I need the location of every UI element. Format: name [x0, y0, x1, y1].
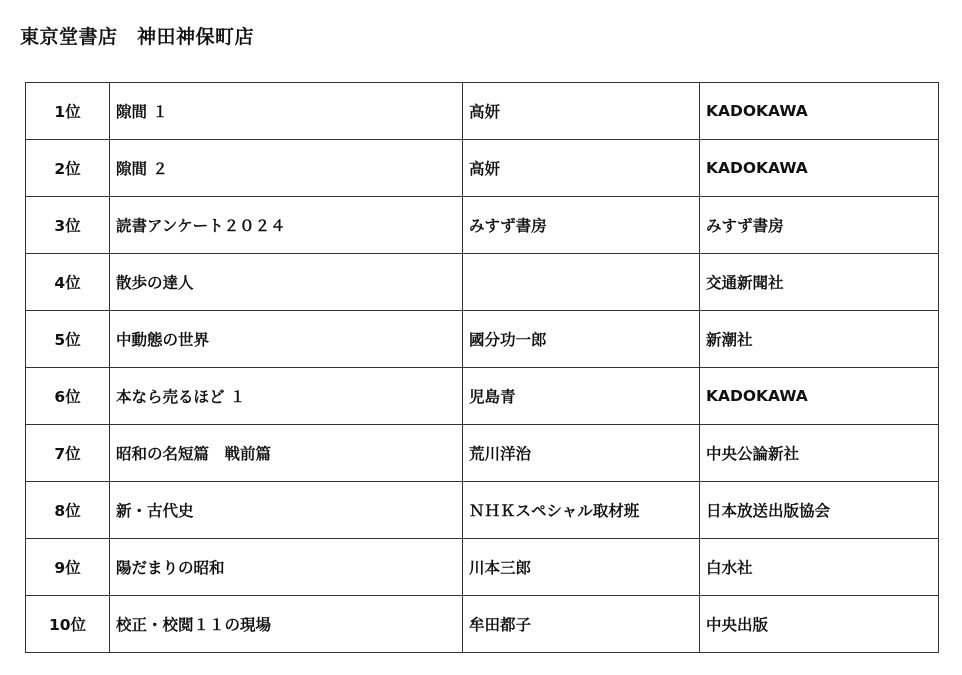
table-row — [26, 197, 939, 254]
author-cell: 國分功一郎 — [463, 311, 700, 368]
author-cell — [463, 254, 700, 311]
author-cell: みすず書房 — [463, 197, 700, 254]
title-cell: 隙間 ２ — [110, 140, 463, 197]
rank-cell: 1位 — [26, 83, 110, 140]
title-cell: 散歩の達人 — [110, 254, 463, 311]
rank-cell: 10位 — [26, 596, 110, 653]
title-cell: 読書アンケート２０２４ — [110, 197, 463, 254]
page-title: 東京堂書店 神田神保町店 — [20, 26, 255, 48]
author-cell: 牟田都子 — [463, 596, 700, 653]
title-cell: 昭和の名短篇 戦前篇 — [110, 425, 463, 482]
publisher-cell: みすず書房 — [700, 197, 939, 254]
publisher-cell: 日本放送出版協会 — [700, 482, 939, 539]
title-cell: 中動態の世界 — [110, 311, 463, 368]
table-row — [26, 425, 939, 482]
author-cell: 川本三郎 — [463, 539, 700, 596]
author-cell: 高妍 — [463, 83, 700, 140]
table-row — [26, 539, 939, 596]
rank-cell: 9位 — [26, 539, 110, 596]
publisher-cell: 新潮社 — [700, 311, 939, 368]
publisher-cell: KADOKAWA — [700, 368, 939, 425]
rank-cell: 2位 — [26, 140, 110, 197]
publisher-cell: KADOKAWA — [700, 83, 939, 140]
table-row — [26, 140, 939, 197]
rank-cell: 6位 — [26, 368, 110, 425]
publisher-cell: 白水社 — [700, 539, 939, 596]
table-row — [26, 368, 939, 425]
rank-cell: 3位 — [26, 197, 110, 254]
publisher-cell: 中央出版 — [700, 596, 939, 653]
publisher-cell: 交通新聞社 — [700, 254, 939, 311]
author-cell: ＮＨＫスペシャル取材班 — [463, 482, 700, 539]
author-cell: 荒川洋治 — [463, 425, 700, 482]
table-row — [26, 482, 939, 539]
author-cell: 児島青 — [463, 368, 700, 425]
table-row — [26, 596, 939, 653]
title-cell: 陽だまりの昭和 — [110, 539, 463, 596]
title-cell: 新・古代史 — [110, 482, 463, 539]
author-cell: 高妍 — [463, 140, 700, 197]
rank-cell: 5位 — [26, 311, 110, 368]
rank-cell: 7位 — [26, 425, 110, 482]
rank-cell: 4位 — [26, 254, 110, 311]
table-row — [26, 254, 939, 311]
rank-cell: 8位 — [26, 482, 110, 539]
publisher-cell: 中央公論新社 — [700, 425, 939, 482]
title-cell: 校正・校閲１１の現場 — [110, 596, 463, 653]
table-row — [26, 311, 939, 368]
ranking-table — [25, 82, 939, 653]
ranking-table-body — [26, 83, 939, 653]
title-cell: 隙間 １ — [110, 83, 463, 140]
publisher-cell: KADOKAWA — [700, 140, 939, 197]
table-row — [26, 83, 939, 140]
title-cell: 本なら売るほど １ — [110, 368, 463, 425]
